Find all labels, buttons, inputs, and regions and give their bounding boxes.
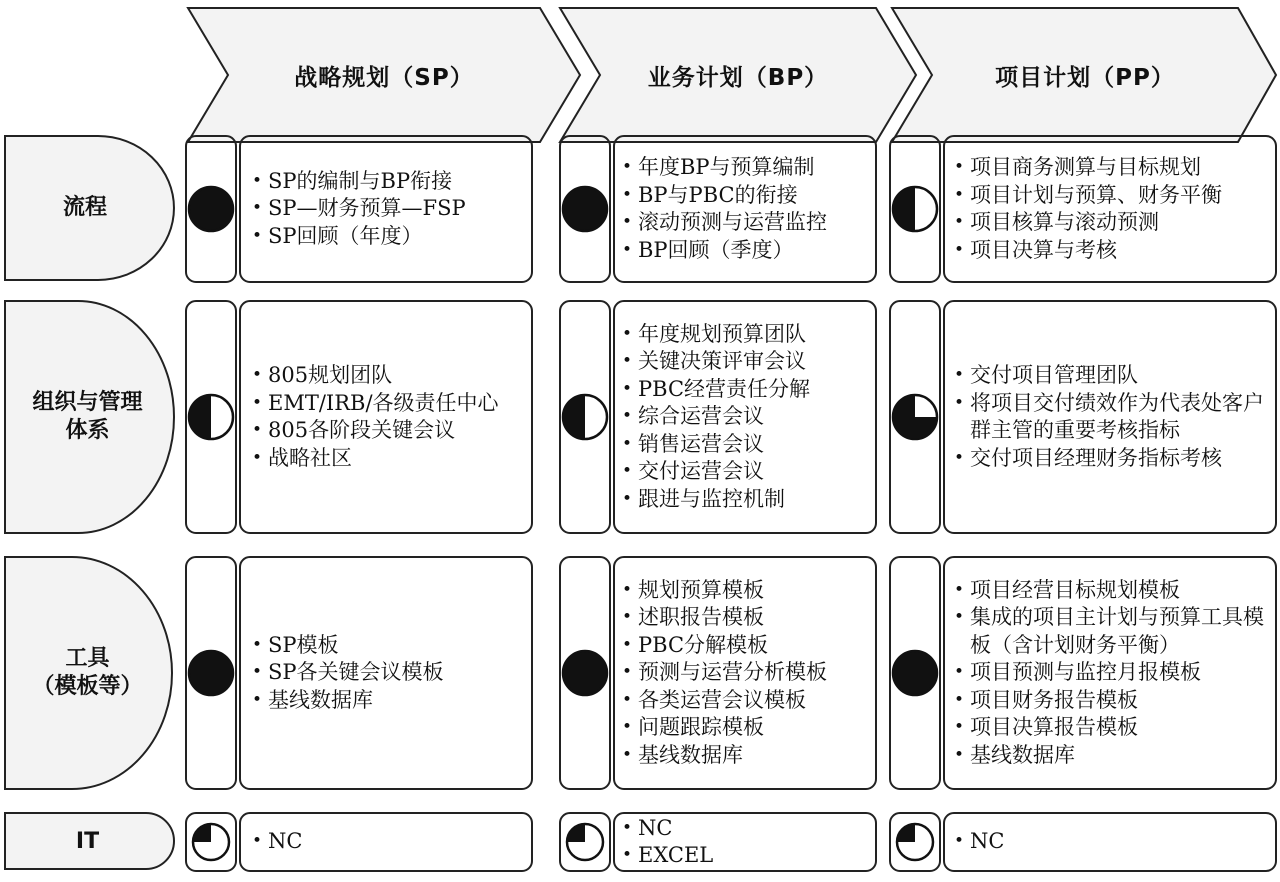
list-item: • 项目计划与预算、财务平衡 — [952, 182, 1272, 210]
row-label-organization — [5, 301, 170, 533]
list-item: • SP回顾（年度） — [250, 223, 528, 251]
list-item: • 基线数据库 — [250, 687, 528, 715]
list-item: • SP模板 — [250, 632, 528, 660]
list-item: • EXCEL — [620, 842, 872, 870]
row-label-line: 工具 — [65, 646, 110, 671]
row-label-line: IT — [75, 829, 100, 854]
list-item: • EMT/IRB/各级责任中心 — [250, 390, 528, 418]
list-item: • 项目商务测算与目标规划 — [952, 154, 1272, 182]
list-item: • 项目决算报告模板 — [952, 714, 1272, 742]
cell-tools-sp — [250, 561, 528, 785]
row-label-line: 流程 — [62, 195, 107, 220]
list-item: • 集成的项目主计划与预算工具模板（含计划财务平衡） — [952, 604, 1272, 659]
list-item: • PBC分解模板 — [620, 632, 872, 660]
cell-it-pp — [952, 817, 1272, 867]
bullet-list — [250, 168, 528, 251]
column-title-sp: 战略规划（SP） — [294, 64, 474, 91]
list-item: • 销售运营会议 — [620, 431, 872, 459]
row-label-tools — [5, 557, 170, 789]
list-item: • 交付项目经理财务指标考核 — [952, 445, 1272, 473]
cell-organization-sp — [250, 305, 528, 529]
list-item: • 述职报告模板 — [620, 604, 872, 632]
list-item: • 交付运营会议 — [620, 458, 872, 486]
harvey-ball-process-sp — [189, 187, 233, 231]
row-label-line: （模板等） — [32, 674, 143, 699]
list-item: • 滚动预测与运营监控 — [620, 209, 872, 237]
list-item: • 跟进与监控机制 — [620, 486, 872, 514]
list-item: • 805规划团队 — [250, 362, 528, 390]
list-item: • 预测与运营分析模板 — [620, 659, 872, 687]
list-item: • 问题跟踪模板 — [620, 714, 872, 742]
cell-organization-pp — [952, 305, 1272, 529]
column-title-bp: 业务计划（BP） — [647, 64, 829, 91]
list-item: • 年度BP与预算编制 — [620, 154, 872, 182]
list-item: • SP的编制与BP衔接 — [250, 168, 528, 196]
list-item: • SP—财务预算—FSP — [250, 195, 528, 223]
bullet-list — [620, 321, 872, 514]
harvey-ball-organization-bp — [563, 395, 607, 439]
cell-process-bp — [620, 140, 872, 278]
cell-tools-bp — [620, 561, 872, 785]
bullet-list — [952, 577, 1272, 770]
list-item: • 年度规划预算团队 — [620, 321, 872, 349]
bullet-list — [952, 154, 1272, 264]
bullet-list — [620, 154, 872, 264]
bullet-list — [952, 362, 1272, 472]
row-label-it — [5, 813, 170, 871]
column-title-pp: 项目计划（PP） — [995, 64, 1175, 91]
list-item: • BP回顾（季度） — [620, 237, 872, 265]
list-item: • 交付项目管理团队 — [952, 362, 1272, 390]
list-item: • NC — [620, 815, 872, 843]
list-item: • PBC经营责任分解 — [620, 376, 872, 404]
harvey-ball-organization-sp — [189, 395, 233, 439]
list-item: • 基线数据库 — [952, 742, 1272, 770]
list-item: • 项目财务报告模板 — [952, 687, 1272, 715]
cell-it-sp — [250, 817, 528, 867]
list-item: • NC — [952, 828, 1272, 856]
harvey-ball-process-pp — [893, 187, 937, 231]
list-item: • 各类运营会议模板 — [620, 687, 872, 715]
harvey-ball-it-pp — [897, 824, 933, 860]
list-item: • 综合运营会议 — [620, 403, 872, 431]
harvey-ball-tools-sp — [189, 651, 233, 695]
list-item: • 项目预测与监控月报模板 — [952, 659, 1272, 687]
harvey-ball-it-bp — [567, 824, 603, 860]
list-item: • NC — [250, 828, 528, 856]
list-item: • 项目决算与考核 — [952, 237, 1272, 265]
list-item: • 项目经营目标规划模板 — [952, 577, 1272, 605]
harvey-ball-organization-pp — [893, 395, 937, 439]
harvey-ball-tools-pp — [893, 651, 937, 695]
bullet-list — [250, 362, 528, 472]
list-item: • 805各阶段关键会议 — [250, 417, 528, 445]
list-item: • 战略社区 — [250, 445, 528, 473]
cell-organization-bp — [620, 305, 872, 529]
cell-process-sp — [250, 140, 528, 278]
bullet-list — [250, 828, 528, 856]
list-item: • 将项目交付绩效作为代表处客户群主管的重要考核指标 — [952, 390, 1272, 445]
bullet-list — [620, 577, 872, 770]
cell-tools-pp — [952, 561, 1272, 785]
bullet-list — [250, 632, 528, 715]
list-item: • BP与PBC的衔接 — [620, 182, 872, 210]
list-item: • SP各关键会议模板 — [250, 659, 528, 687]
harvey-ball-process-bp — [563, 187, 607, 231]
cell-it-bp — [620, 817, 872, 867]
bullet-list — [620, 815, 872, 870]
row-label-process — [5, 136, 165, 280]
row-label-line: 组织与管理 — [32, 390, 143, 415]
row-label-line: 体系 — [65, 418, 110, 443]
bullet-list — [952, 828, 1272, 856]
list-item: • 关键决策评审会议 — [620, 348, 872, 376]
harvey-ball-it-sp — [193, 824, 229, 860]
harvey-ball-tools-bp — [563, 651, 607, 695]
list-item: • 项目核算与滚动预测 — [952, 209, 1272, 237]
list-item: • 基线数据库 — [620, 742, 872, 770]
list-item: • 规划预算模板 — [620, 577, 872, 605]
cell-process-pp — [952, 140, 1272, 278]
